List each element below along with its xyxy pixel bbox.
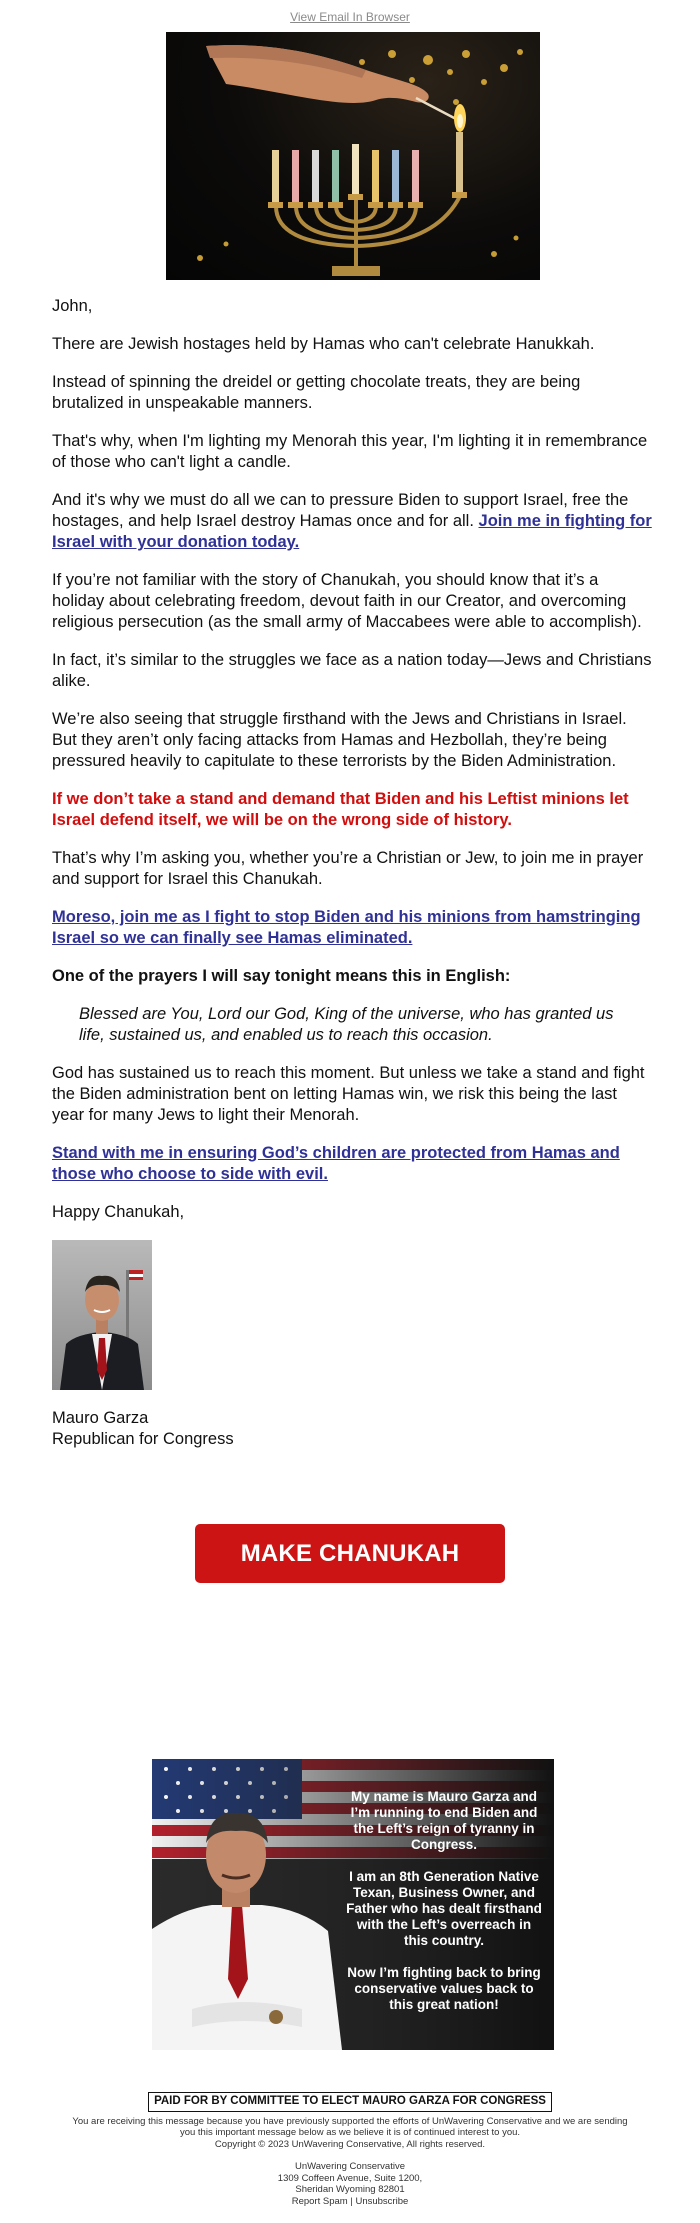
candidate-banner[interactable] bbox=[152, 1759, 554, 2050]
email-body bbox=[52, 296, 652, 1450]
footer bbox=[0, 2092, 700, 2207]
banner-line-background: I am an 8th Generation Native Texan, Business Owner, and Father who has dealt firsthand with the Left’s overreach in this country. bbox=[346, 1869, 542, 1948]
paragraph-sustained: God has sustained us to reach this moment. But unless we take a stand and fight the Biden administration bent on letting Hamas win, we risk this being the last year for many Jews to light their Menorah. bbox=[52, 1064, 645, 1124]
signature-name: Mauro Garza bbox=[52, 1409, 149, 1427]
paragraph-pressure-biden bbox=[52, 490, 652, 553]
signature-title: Republican for Congress bbox=[52, 1430, 234, 1448]
prayer-heading: One of the prayers I will say tonight means this in English: bbox=[52, 967, 511, 985]
banner-text bbox=[344, 1789, 544, 2029]
footer-address-1: 1309 Coffeen Avenue, Suite 1200, bbox=[277, 2172, 423, 2184]
footer-notice-2: you this important message below as we believe it is of continued interest to you. bbox=[179, 2127, 521, 2138]
paragraph-hostages: There are Jewish hostages held by Hamas who can't celebrate Hanukkah. bbox=[52, 335, 595, 353]
paragraph-prayer-support: That’s why I’m asking you, whether you’re a Christian or Jew, to join me in prayer and support for Israel this Chanukah. bbox=[52, 849, 644, 888]
stand-with-me-link[interactable]: Stand with me in ensuring God’s children are protected from Hamas and those who choose to side with evil. bbox=[52, 1144, 620, 1183]
closing: Happy Chanukah, bbox=[52, 1203, 185, 1221]
unsubscribe-link[interactable]: Unsubscribe bbox=[355, 2195, 409, 2207]
prayer-quote: Blessed are You, Lord our God, King of the universe, who has granted us life, sustained us, and enabled us to reach this occasion. bbox=[79, 1005, 614, 1044]
paragraph-menorah: That's why, when I'm lighting my Menorah this year, I'm lighting it in remembrance of those who can't light a candle. bbox=[52, 432, 648, 471]
footer-org: UnWavering Conservative bbox=[295, 2161, 405, 2172]
footer-notice-1: You are receiving this message because you have previously supported the efforts of UnWavering Conservative and we are sending bbox=[72, 2115, 628, 2127]
footer-separator: | bbox=[350, 2195, 353, 2207]
make-chanukah-matter-button[interactable]: MAKE CHANUKAH MATTER! bbox=[195, 1524, 505, 1583]
banner-line-running: My name is Mauro Garza and I’m running to end Biden and the Left’s reign of tyranny in Congress. bbox=[350, 1789, 538, 1852]
paragraph-similar-struggles: In fact, it’s similar to the struggles we face as a nation today—Jews and Christians alike. bbox=[52, 651, 652, 690]
paragraph-brutalized: Instead of spinning the dreidel or getting chocolate treats, they are being brutalized in unspeakable manners. bbox=[52, 373, 581, 412]
banner-line-fighting: Now I’m fighting back to bring conservative values back to this great nation! bbox=[347, 1965, 541, 2012]
footer-links bbox=[0, 2196, 700, 2208]
paid-for-disclaimer: PAID FOR BY COMMITTEE TO ELECT MAURO GARZA FOR CONGRESS bbox=[148, 2092, 552, 2112]
menorah-hero-image bbox=[166, 32, 540, 280]
stop-biden-link[interactable]: Moreso, join me as I fight to stop Biden and his minions from hamstringing Israel so we can finally see Hamas eliminated. bbox=[52, 908, 641, 947]
footer-copyright: Copyright © 2023 UnWavering Conservative, All rights reserved. bbox=[214, 2138, 486, 2150]
paragraph-pressure-text: And it's why we must do all we can to pressure Biden to support Israel, free the hostages, and help Israel destroy Hamas once and for all. bbox=[52, 491, 629, 530]
candidate-portrait bbox=[52, 1240, 152, 1390]
paragraph-israel-struggle: We’re also seeing that struggle firsthand with the Jews and Christians in Israel. But they aren’t only facing attacks from Hamas and Hezbollah, they’re being pressured heavily to capitulate to these terrorists by the Biden Administration. bbox=[52, 710, 627, 770]
paragraph-chanukah-story: If you’re not familiar with the story of Chanukah, you should know that it’s a holiday about celebrating freedom, devout faith in our Creator, and overcoming religious persecution (as the small army of Maccabees were able to accomplish). bbox=[52, 571, 642, 631]
report-spam-link[interactable]: Report Spam bbox=[291, 2195, 348, 2207]
footer-address-2: Sheridan Wyoming 82801 bbox=[295, 2184, 405, 2195]
greeting: John, bbox=[52, 297, 93, 315]
alert-paragraph: If we don’t take a stand and demand that Biden and his Leftist minions let Israel defend itself, we will be on the wrong side of history. bbox=[52, 790, 629, 829]
donate-link[interactable]: Join me in fighting for Israel with your donation today. bbox=[52, 512, 652, 551]
view-in-browser-link[interactable]: View Email In Browser bbox=[290, 10, 410, 24]
